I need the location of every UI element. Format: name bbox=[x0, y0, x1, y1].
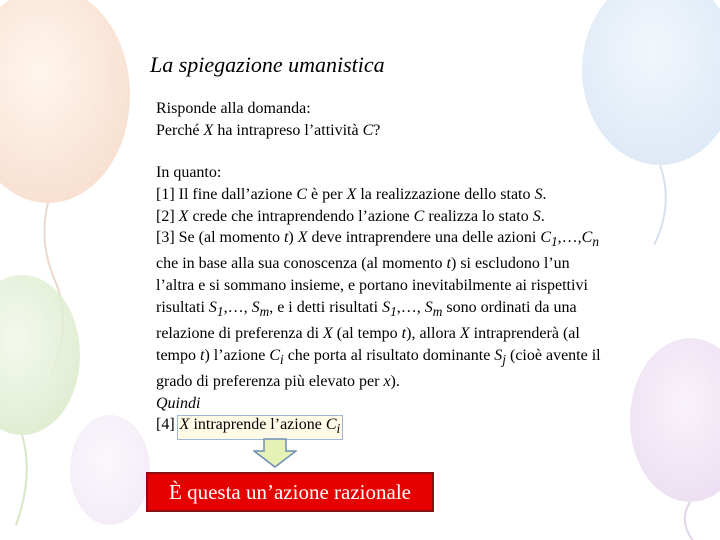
point-3-line-7: grado di preferenza più elevato per x). bbox=[156, 372, 400, 390]
highlighted-conclusion: X intraprende l’azione $C_i$ bbox=[177, 415, 344, 439]
point-3-line-1: [3] Se (al momento t) X deve intraprendere una delle azioni $C_1,\dots,C_n$ bbox=[156, 229, 599, 250]
down-arrow-icon bbox=[253, 438, 297, 468]
point-3-line-6: tempo t) l’azione $C_i$ che porta al risultato dominante $S_j$ (cioè avente il bbox=[156, 346, 601, 367]
quindi-label: Quindi bbox=[156, 394, 201, 412]
point-2: [2] X crede che intraprendendo l’azione C realizza lo stato S. bbox=[156, 207, 545, 225]
point-3-line-2: che in base alla sua conoscenza (al momento t) si escludono l’un bbox=[156, 255, 570, 273]
conclusion-box: È questa un’azione razionale bbox=[146, 472, 434, 512]
explanation-body bbox=[156, 162, 676, 440]
point-3-line-3: l’altra e si sommano insieme, e portano inevitabilmente ai rispettivi bbox=[156, 277, 588, 295]
question-text: Perché X ha intrapreso l’attività C? bbox=[156, 121, 381, 139]
question-block bbox=[156, 98, 380, 141]
point-4: [4] X intraprende l’azione $C_i$ bbox=[156, 414, 676, 439]
point-3-line-5: relazione di preferenza di X (al tempo t), allora X intraprenderà (al bbox=[156, 324, 580, 342]
slide-title: La spiegazione umanistica bbox=[150, 52, 385, 77]
point-1: [1] Il fine dall’azione C è per X la realizzazione dello stato S. bbox=[156, 185, 547, 203]
question-label: Risponde alla domanda: bbox=[156, 100, 311, 117]
point-3-line-4: risultati $S_1,\dots$, $S_m$, e i detti risultati $S_1,\dots$, $S_m$ sono ordinati da una bbox=[156, 298, 577, 320]
in-quanto-label: In quanto: bbox=[156, 164, 222, 181]
